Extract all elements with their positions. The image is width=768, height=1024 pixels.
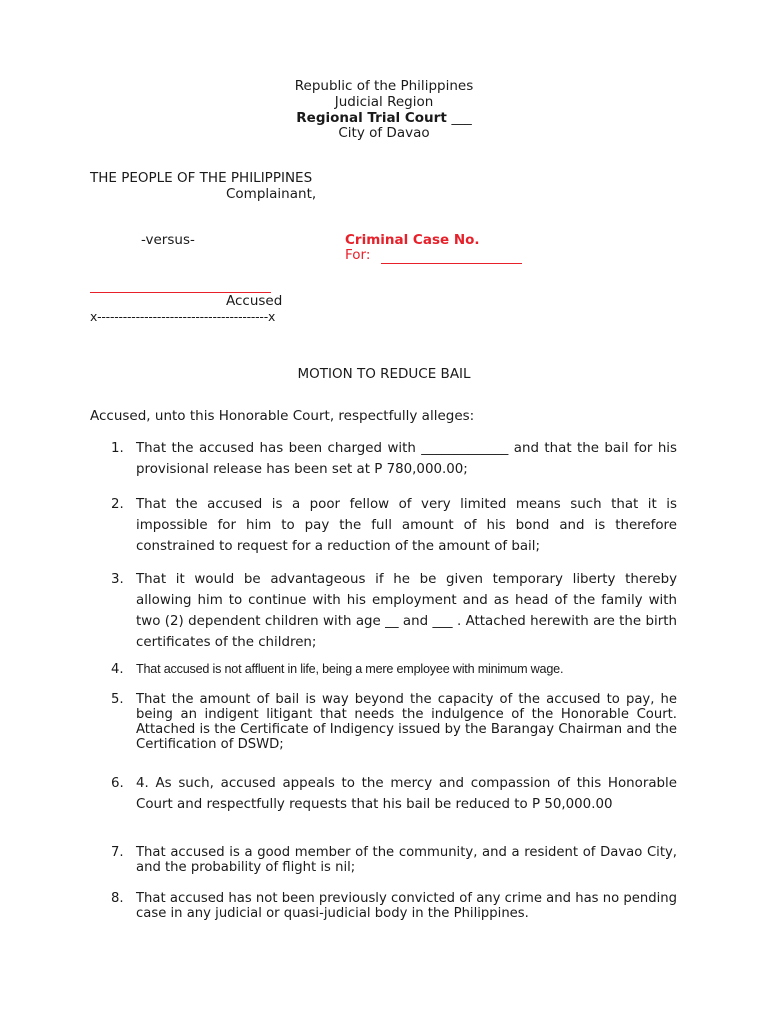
item-number: 7. [111,845,124,860]
item-number: 4. [111,662,124,677]
document-title: MOTION TO REDUCE BAIL [297,366,471,382]
case-number-label: Criminal Case No. [345,232,480,248]
item-number: 2. [111,497,124,512]
item-text: That accused is not affluent in life, being a mere employee with minimum wage. [136,662,564,676]
header-city: City of Davao [338,125,430,141]
header-court [0,110,768,126]
item-text: That it would be advantageous if he be given temporary liberty thereby allowing him to continue with his employment and as head of the family with two (2) dependent children with age __ and ___ . Attached herewith are the birth certificates of the children; [136,572,677,650]
header-judicial-region: Judicial Region [334,94,434,110]
plaintiff-name: THE PEOPLE OF THE PHILIPPINES [90,170,313,186]
item-number: 6. [111,776,124,791]
item-text: That the accused is a poor fellow of very limited means such that it is impossible for him to pay the full amount of his bond and is therefore constrained to request for a reduction of the amount of bail; [136,497,677,554]
item-text: That the amount of bail is way beyond the capacity of the accused to pay, he being an indigent litigant that needs the indulgence of the Honorable Court. Attached is the Certificate of Indigency issued by the Barangay Chairman and the Certification of DSWD; [136,692,677,752]
item-number: 3. [111,572,124,587]
plaintiff-role: Complainant, [226,186,317,202]
header-court-name: Regional Trial Court [296,110,452,126]
versus-label: -versus- [141,232,195,248]
item-text: 4. As such, accused appeals to the mercy and compassion of this Honorable Court and respectfully requests that his bail be reduced to P 50,000.00 [136,776,677,812]
item-number: 1. [111,441,124,456]
case-for-blank-line [381,263,522,264]
case-for-label: For: [345,247,371,263]
item-number: 5. [111,692,124,707]
item-text: That accused has not been previously convicted of any crime and has no pending case in any judicial or quasi-judicial body in the Philippines. [136,891,677,921]
header-republic: Republic of the Philippines [294,78,474,94]
item-text: That the accused has been charged with _____________ and that the bail for his provisional release has been set at P 780,000.00; [136,441,677,477]
item-number: 8. [111,891,124,906]
header-court-blank: ___ [451,110,472,126]
item-text: That accused is a good member of the community, and a resident of Davao City, and the probability of flight is nil; [136,845,677,875]
intro-paragraph: Accused, unto this Honorable Court, respectfully alleges: [90,408,475,424]
accused-role: Accused [226,293,283,309]
caption-separator: x----------------------------------------x [90,309,276,324]
